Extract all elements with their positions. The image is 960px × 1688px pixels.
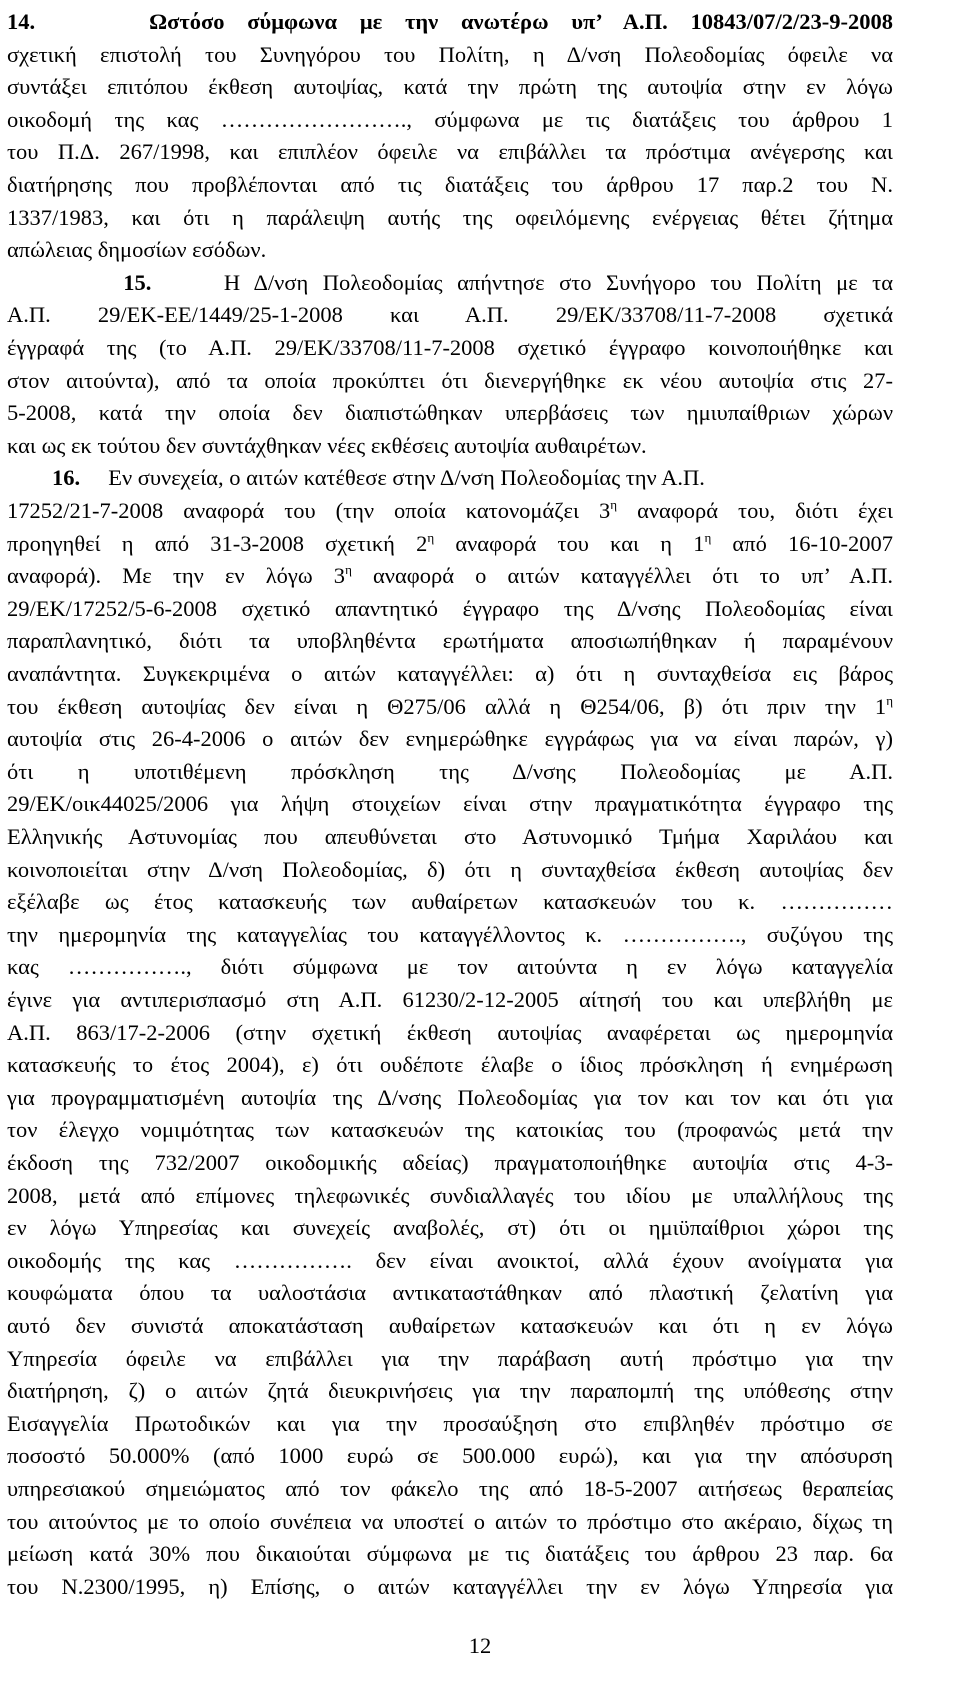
text-line [7, 495, 893, 527]
text-line [7, 332, 893, 364]
text-segment: στον αιτούντα), από τα οποία προκύπτει ότι διενεργήθηκε εκ νέου αυτοψία στις 27- [7, 367, 893, 393]
text-segment: του αιτούντος με το οποίο συνέπεια να υποστεί ο αιτών το πρόστιμο στο ακέραιο, δίχως τη [7, 1508, 893, 1534]
text-segment: ότι η υποτιθέμενη πρόσκληση της Δ/νσης Πολεοδομίας με Α.Π. [7, 758, 893, 784]
text-segment: έκδοση της 732/2007 οικοδομικής αδείας) πραγματοποιήθηκε αυτοψία στις 4-3- [7, 1150, 893, 1175]
page-number: 12 [468, 1633, 492, 1658]
text-segment: μείωση κατά 30% που δικαιούται σύμφωνα με τις διατάξεις του άρθρου 23 παρ. 6α [7, 1541, 893, 1567]
text-segment: αυτοψία στις 26-4-2006 ο αιτών δεν ενημερώθηκε εγγράφως για να είναι παρών, γ) [7, 726, 893, 752]
text-line [7, 951, 893, 983]
text-segment: αναπάντητα. Συγκεκριμένα ο αιτών καταγγέλλει: α) ότι η συνταχθείσα εις βάρος [7, 661, 893, 686]
text-line [7, 1147, 893, 1179]
text-line [7, 365, 893, 397]
text-segment: κας ……………., διότι σύμφωνα με τον αιτούντα η εν λόγω καταγγελία [7, 954, 893, 980]
text-segment: του Ν.2300/1995, η) Επίσης, ο αιτών καταγγέλλει την εν λόγω Υπηρεσία για [7, 1573, 893, 1599]
text-segment: 29/ΕΚ/17252/5-6-2008 σχετικό απαντητικό έγγραφο της Δ/νσης Πολεοδομίας είναι [7, 595, 893, 621]
text-segment: Α.Π. 29/ΕΚ-ΕΕ/1449/25-1-2008 και Α.Π. 29/ΕΚ/33708/11-7-2008 σχετικά [7, 302, 893, 328]
text-line [7, 691, 893, 723]
text-line [7, 1180, 893, 1212]
text-segment: Α.Π. 863/17-2-2006 (στην σχετική έκθεση αυτοψίας αναφέρεται ως ημερομηνία [7, 1019, 893, 1045]
text-segment: παραπλανητικό, διότι τα υποβληθέντα ερωτήματα αποσιωπήθηκαν ή παραμένουν [7, 628, 893, 654]
text-segment: αυτό δεν συνιστά αποκατάσταση αυθαίρετων κατασκευών και ότι η εν λόγω [7, 1313, 893, 1338]
text-line [7, 267, 893, 299]
text-line [7, 1538, 893, 1570]
text-line [7, 1017, 893, 1049]
text-segment: αναφορά). Με την εν λόγω 3 [7, 563, 346, 589]
text-segment: 17252/21-7-2008 αναφορά του (την οποία κατονομάζει 3 [7, 498, 611, 523]
text-line [7, 1114, 893, 1146]
text-segment: έγγραφά της (το Α.Π. 29/ΕΚ/33708/11-7-2008 σχετικό έγγραφο κοινοποιήθηκε και [7, 335, 893, 360]
text-segment: 1337/1983, και ότι η παράλειψη αυτής της οφειλόμενης ενέργειας θέτει ζήτημα [7, 204, 893, 230]
text-segment: κοινοποιείται στην Δ/νση Πολεοδομίας, δ) ότι η συνταχθείσα έκθεση αυτοψίας δεν [7, 856, 893, 882]
text-segment: σχετική επιστολή του Συνηγόρου του Πολίτη, η Δ/νση Πολεοδομίας όφειλε να [7, 41, 893, 67]
text-line [7, 104, 893, 136]
text-segment: για προγραμματισμένη αυτοψία της Δ/νσης Πολεοδομίας για τον και τον και ότι για [7, 1084, 893, 1110]
text-line [7, 71, 893, 103]
text-line [7, 430, 893, 462]
text-line [7, 299, 893, 331]
text-line [7, 821, 893, 853]
text-line [7, 1375, 893, 1407]
text-segment: προηγηθεί η από 31-3-2008 σχετική 2 [7, 530, 428, 556]
text-segment: από 16-10-2007 [711, 530, 893, 556]
text-line [7, 1212, 893, 1244]
text-segment: οικοδομής της κας ……………. δεν είναι ανοικτοί, αλλά έχουν ανοίγματα για [7, 1247, 893, 1273]
text-line [7, 397, 893, 429]
superscript: η [610, 497, 618, 512]
text-segment: 2008, μετά από επίμονες τηλεφωνικές συνδιαλλαγές του ιδίου με υπαλλήλους της [7, 1182, 893, 1208]
text-line [7, 886, 893, 918]
text-segment: έγινε για αντιπερισπασμό στη Α.Π. 61230/2-12-2005 αίτησή του και υπεβλήθη με [7, 987, 893, 1012]
text-segment: 29/ΕΚ/οικ44025/2006 για λήψη στοιχείων είναι στην πραγματικότητα έγγραφο της [7, 791, 893, 817]
text-line [7, 202, 893, 234]
text-line [7, 1440, 893, 1472]
text-line [7, 1473, 893, 1505]
text-line [7, 1343, 893, 1375]
text-line [7, 658, 893, 690]
text-line [7, 6, 893, 38]
text-line [7, 1408, 893, 1440]
text-segment: εν λόγω Υπηρεσίας και συνεχείς αναβολές, στ) ότι οι ημιϋπαίθριοι χώροι της [7, 1215, 893, 1241]
text-segment: διατήρησης που προβλέπονται από τις διατάξεις του άρθρου 17 παρ.2 του Ν. [7, 172, 893, 197]
text-line [7, 625, 893, 657]
text-segment: 5-2008, κατά την οποία δεν διαπιστώθηκαν υπερβάσεις των ημιυπαίθριων χώρων [7, 400, 893, 426]
text-segment: συντάξει επιτόπου έκθεση αυτοψίας, κατά την πρώτη της αυτοψία στην εν λόγω [7, 74, 893, 100]
text-line [7, 1571, 893, 1603]
paragraph-number: 14. Ωστόσο σύμφωνα με την ανωτέρω υπ’ Α.Π. 10843/07/2/23-9-2008 [7, 9, 893, 34]
text-line [7, 560, 893, 592]
paragraph-number: 16. [7, 465, 81, 491]
superscript: η [345, 562, 352, 578]
text-segment: αναφορά ο αιτών καταγγέλλει ότι το υπ’ Α.Π. [351, 563, 894, 589]
text-segment: Εν συνεχεία, ο αιτών κατέθεσε στην Δ/νση Πολεοδομίας την Α.Π. [80, 465, 705, 491]
superscript: η [704, 529, 712, 545]
text-segment: την ημερομηνία της καταγγελίας του καταγγέλλοντος κ. ……………., συζύγου της [7, 921, 893, 947]
text-line [7, 756, 893, 788]
text-segment: ποσοστό 50.000% (από 1000 ευρώ σε 500.000 ευρώ), και για την απόσυρση [7, 1443, 893, 1469]
text-line [7, 169, 893, 201]
text-line [7, 1277, 893, 1309]
superscript: η [427, 529, 435, 545]
text-segment: διατήρηση, ζ) ο αιτών ζητά διευκρινήσεις για την παραπομπή της υπόθεσης στην [7, 1378, 893, 1404]
text-segment: Ελληνικής Αστυνομίας που απευθύνεται στο Αστυνομικό Τμήμα Χαριλάου και [7, 824, 893, 849]
text-line [7, 593, 893, 625]
text-segment: και ως εκ τούτου δεν συντάχθηκαν νέες εκθέσεις αυτοψία αυθαιρέτων. [7, 432, 647, 458]
paragraph-number: 15. [7, 269, 152, 295]
text-line [7, 919, 893, 951]
text-line [7, 1245, 893, 1277]
superscript: η [886, 692, 893, 708]
text-segment: Η Δ/νση Πολεοδομίας απήντησε στο Συνήγορο του Πολίτη με τα [151, 269, 893, 295]
text-line [7, 984, 893, 1016]
text-line [7, 1310, 893, 1342]
text-line [7, 462, 893, 494]
text-line [7, 1049, 893, 1081]
text-segment: οικοδομή της κας ……………………., σύμφωνα με τις διατάξεις του άρθρου 1 [7, 106, 893, 132]
text-line [7, 39, 893, 71]
text-segment: απώλειας δημοσίων εσόδων. [7, 237, 267, 263]
text-line [7, 854, 893, 886]
text-segment: Εισαγγελία Πρωτοδικών και για την προσαύξηση στο επιβληθέν πρόστιμο σε [7, 1410, 893, 1436]
text-line [7, 1082, 893, 1114]
text-segment: Υπηρεσία όφειλε να επιβάλλει για την παράβαση αυτή πρόστιμο για την [7, 1345, 893, 1371]
text-line [7, 1506, 893, 1538]
text-line [7, 788, 893, 820]
text-line [7, 528, 893, 560]
text-segment: αναφορά του και η 1 [434, 530, 705, 556]
text-segment: κατασκευής το έτος 2004), ε) ότι ουδέποτε έλαβε ο ίδιος πρόσκληση ή ενημέρωση [7, 1052, 893, 1078]
text-segment: αναφορά του, διότι έχει [617, 498, 893, 523]
text-segment: κουφώματα όπου τα υαλοστάσια αντικαταστάθηκαν από πλαστική ζελατίνη για [7, 1280, 893, 1306]
text-segment: τον έλεγχο νομιμότητας των κατασκευών της κατοικίας του (προφανώς μετά την [7, 1117, 893, 1143]
text-line [7, 723, 893, 755]
text-segment: υπηρεσιακού σημειώματος από τον φάκελο της από 18-5-2007 αιτήσεως θεραπείας [7, 1476, 893, 1501]
text-line [7, 136, 893, 168]
text-line [7, 234, 893, 266]
text-segment: εξέλαβε ως έτος κατασκευής των αυθαίρετων κατασκευών του κ. …………… [7, 889, 893, 915]
text-segment: του έκθεση αυτοψίας δεν είναι η Θ275/06 αλλά η Θ254/06, β) ότι πριν την 1 [7, 693, 887, 719]
text-segment: του Π.Δ. 267/1998, και επιπλέον όφειλε να επιβάλλει τα πρόστιμα ανέγερσης και [7, 139, 893, 165]
